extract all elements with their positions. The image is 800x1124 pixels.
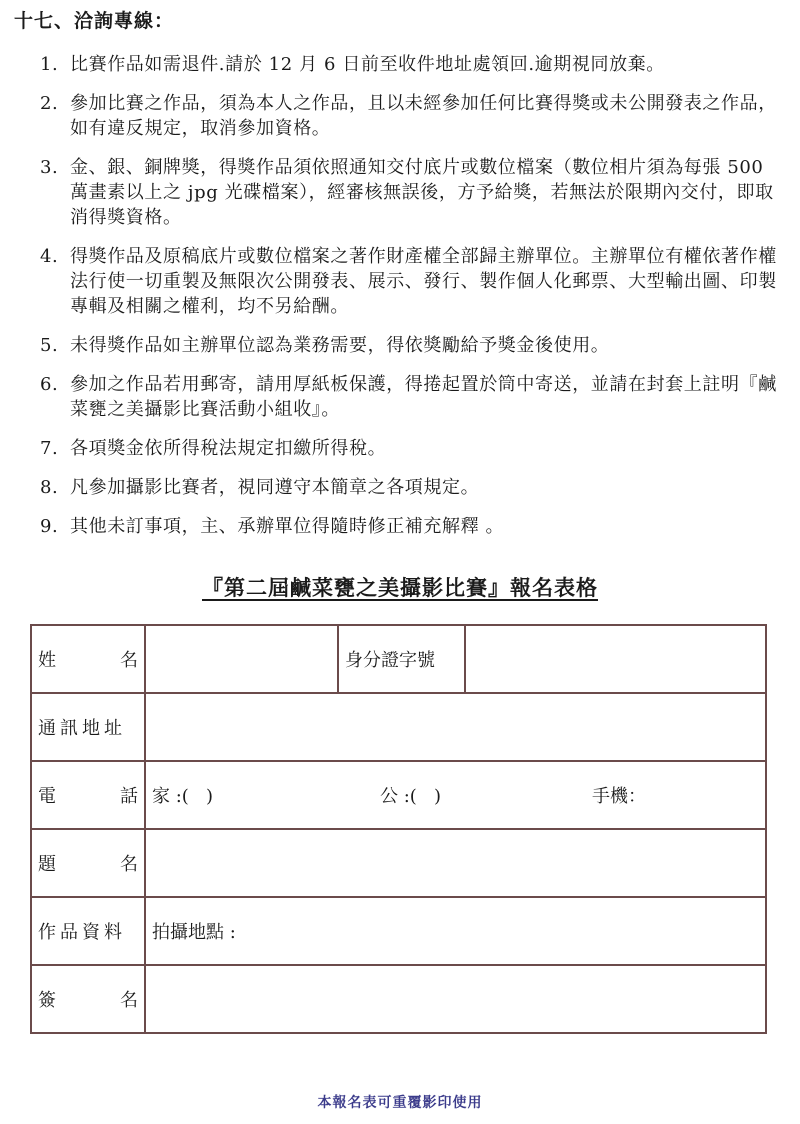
rule-item	[40, 372, 785, 422]
rule-text: 未得獎作品如主辦單位認為業務需要，得依獎勵給予獎金後使用。	[70, 335, 610, 356]
title-label: 題 名	[31, 829, 145, 897]
rule-item	[40, 52, 785, 77]
rule-text: 金、銀、銅牌獎，得獎作品須依照通知交付底片或數位檔案（數位相片須為每張 500 萬畫素以上之 jpg 光碟檔案），經審核無誤後，方予給獎，若無法於限期內交付，即取消得獎資格。	[70, 157, 774, 228]
rule-item	[40, 333, 785, 358]
signature-label: 簽 名	[31, 965, 145, 1033]
shooting-location-label: 拍攝地點 :	[152, 922, 236, 943]
phone-office: 公 :( )	[380, 786, 441, 807]
address-row	[31, 693, 766, 761]
rule-text: 參加之作品若用郵寄，請用厚紙板保護，得捲起置於筒中寄送，並請在封套上註明『鹹菜甕之美攝影比賽活動小組收』。	[70, 374, 777, 420]
rule-item	[40, 475, 785, 500]
name-label: 姓 名	[31, 625, 145, 693]
rule-number: 4.	[40, 246, 59, 267]
rules-list	[40, 52, 785, 539]
signature-row	[31, 965, 766, 1033]
rule-item	[40, 244, 785, 319]
registration-form	[30, 624, 767, 1034]
rule-text: 凡參加攝影比賽者，視同遵守本簡章之各項規定。	[70, 477, 480, 498]
address-field[interactable]	[145, 693, 766, 761]
phone-label: 電 話	[31, 761, 145, 829]
phone-home: 家 :( )	[152, 786, 213, 807]
rule-item	[40, 155, 785, 230]
rule-number: 6.	[40, 374, 59, 395]
signature-field[interactable]	[145, 965, 766, 1033]
rule-number: 7.	[40, 438, 59, 459]
title-row	[31, 829, 766, 897]
rule-number: 8.	[40, 477, 59, 498]
footer-note: 本報名表可重覆影印使用	[317, 1095, 483, 1111]
rule-item	[40, 91, 785, 141]
rule-item	[40, 514, 785, 539]
name-row	[31, 625, 766, 693]
shooting-location-field[interactable]	[145, 897, 766, 965]
rule-text: 比賽作品如需退件.請於 12 月 6 日前至收件地址處領回.逾期視同放棄。	[70, 54, 665, 75]
id-number-label: 身分證字號	[338, 625, 465, 693]
section-title: 十七、洽詢專線：	[14, 10, 175, 32]
rule-text: 參加比賽之作品，須為本人之作品，且以未經參加任何比賽得獎或未公開發表之作品，如有違反規定，取消參加資格。	[70, 93, 777, 139]
title-field[interactable]	[145, 829, 766, 897]
rule-text: 各項獎金依所得稅法規定扣繳所得稅。	[70, 438, 387, 459]
form-title: 『第二屆鹹菜甕之美攝影比賽』報名表格	[202, 575, 598, 600]
rule-text: 得獎作品及原稿底片或數位檔案之著作財產權全部歸主辦單位。主辦單位有權依著作權法行使一切重製及無限次公開發表、展示、發行、製作個人化郵票、大型輸出圖、印製專輯及相關之權利，均不另給酬。	[70, 246, 777, 317]
phone-mobile: 手機：	[592, 786, 646, 807]
rule-number: 1.	[40, 54, 59, 75]
work-info-label: 作品資料	[31, 897, 145, 965]
id-number-field[interactable]	[465, 625, 766, 693]
rule-item	[40, 436, 785, 461]
name-field[interactable]	[145, 625, 338, 693]
rule-number: 9.	[40, 516, 59, 537]
rule-number: 3.	[40, 157, 59, 178]
phone-row	[31, 761, 766, 829]
phone-field[interactable]	[145, 761, 766, 829]
rule-number: 2.	[40, 93, 59, 114]
rule-number: 5.	[40, 335, 59, 356]
rule-text: 其他未訂事項，主、承辦單位得隨時修正補充解釋 。	[70, 516, 505, 537]
work-info-row	[31, 897, 766, 965]
address-label: 通訊地址	[31, 693, 145, 761]
